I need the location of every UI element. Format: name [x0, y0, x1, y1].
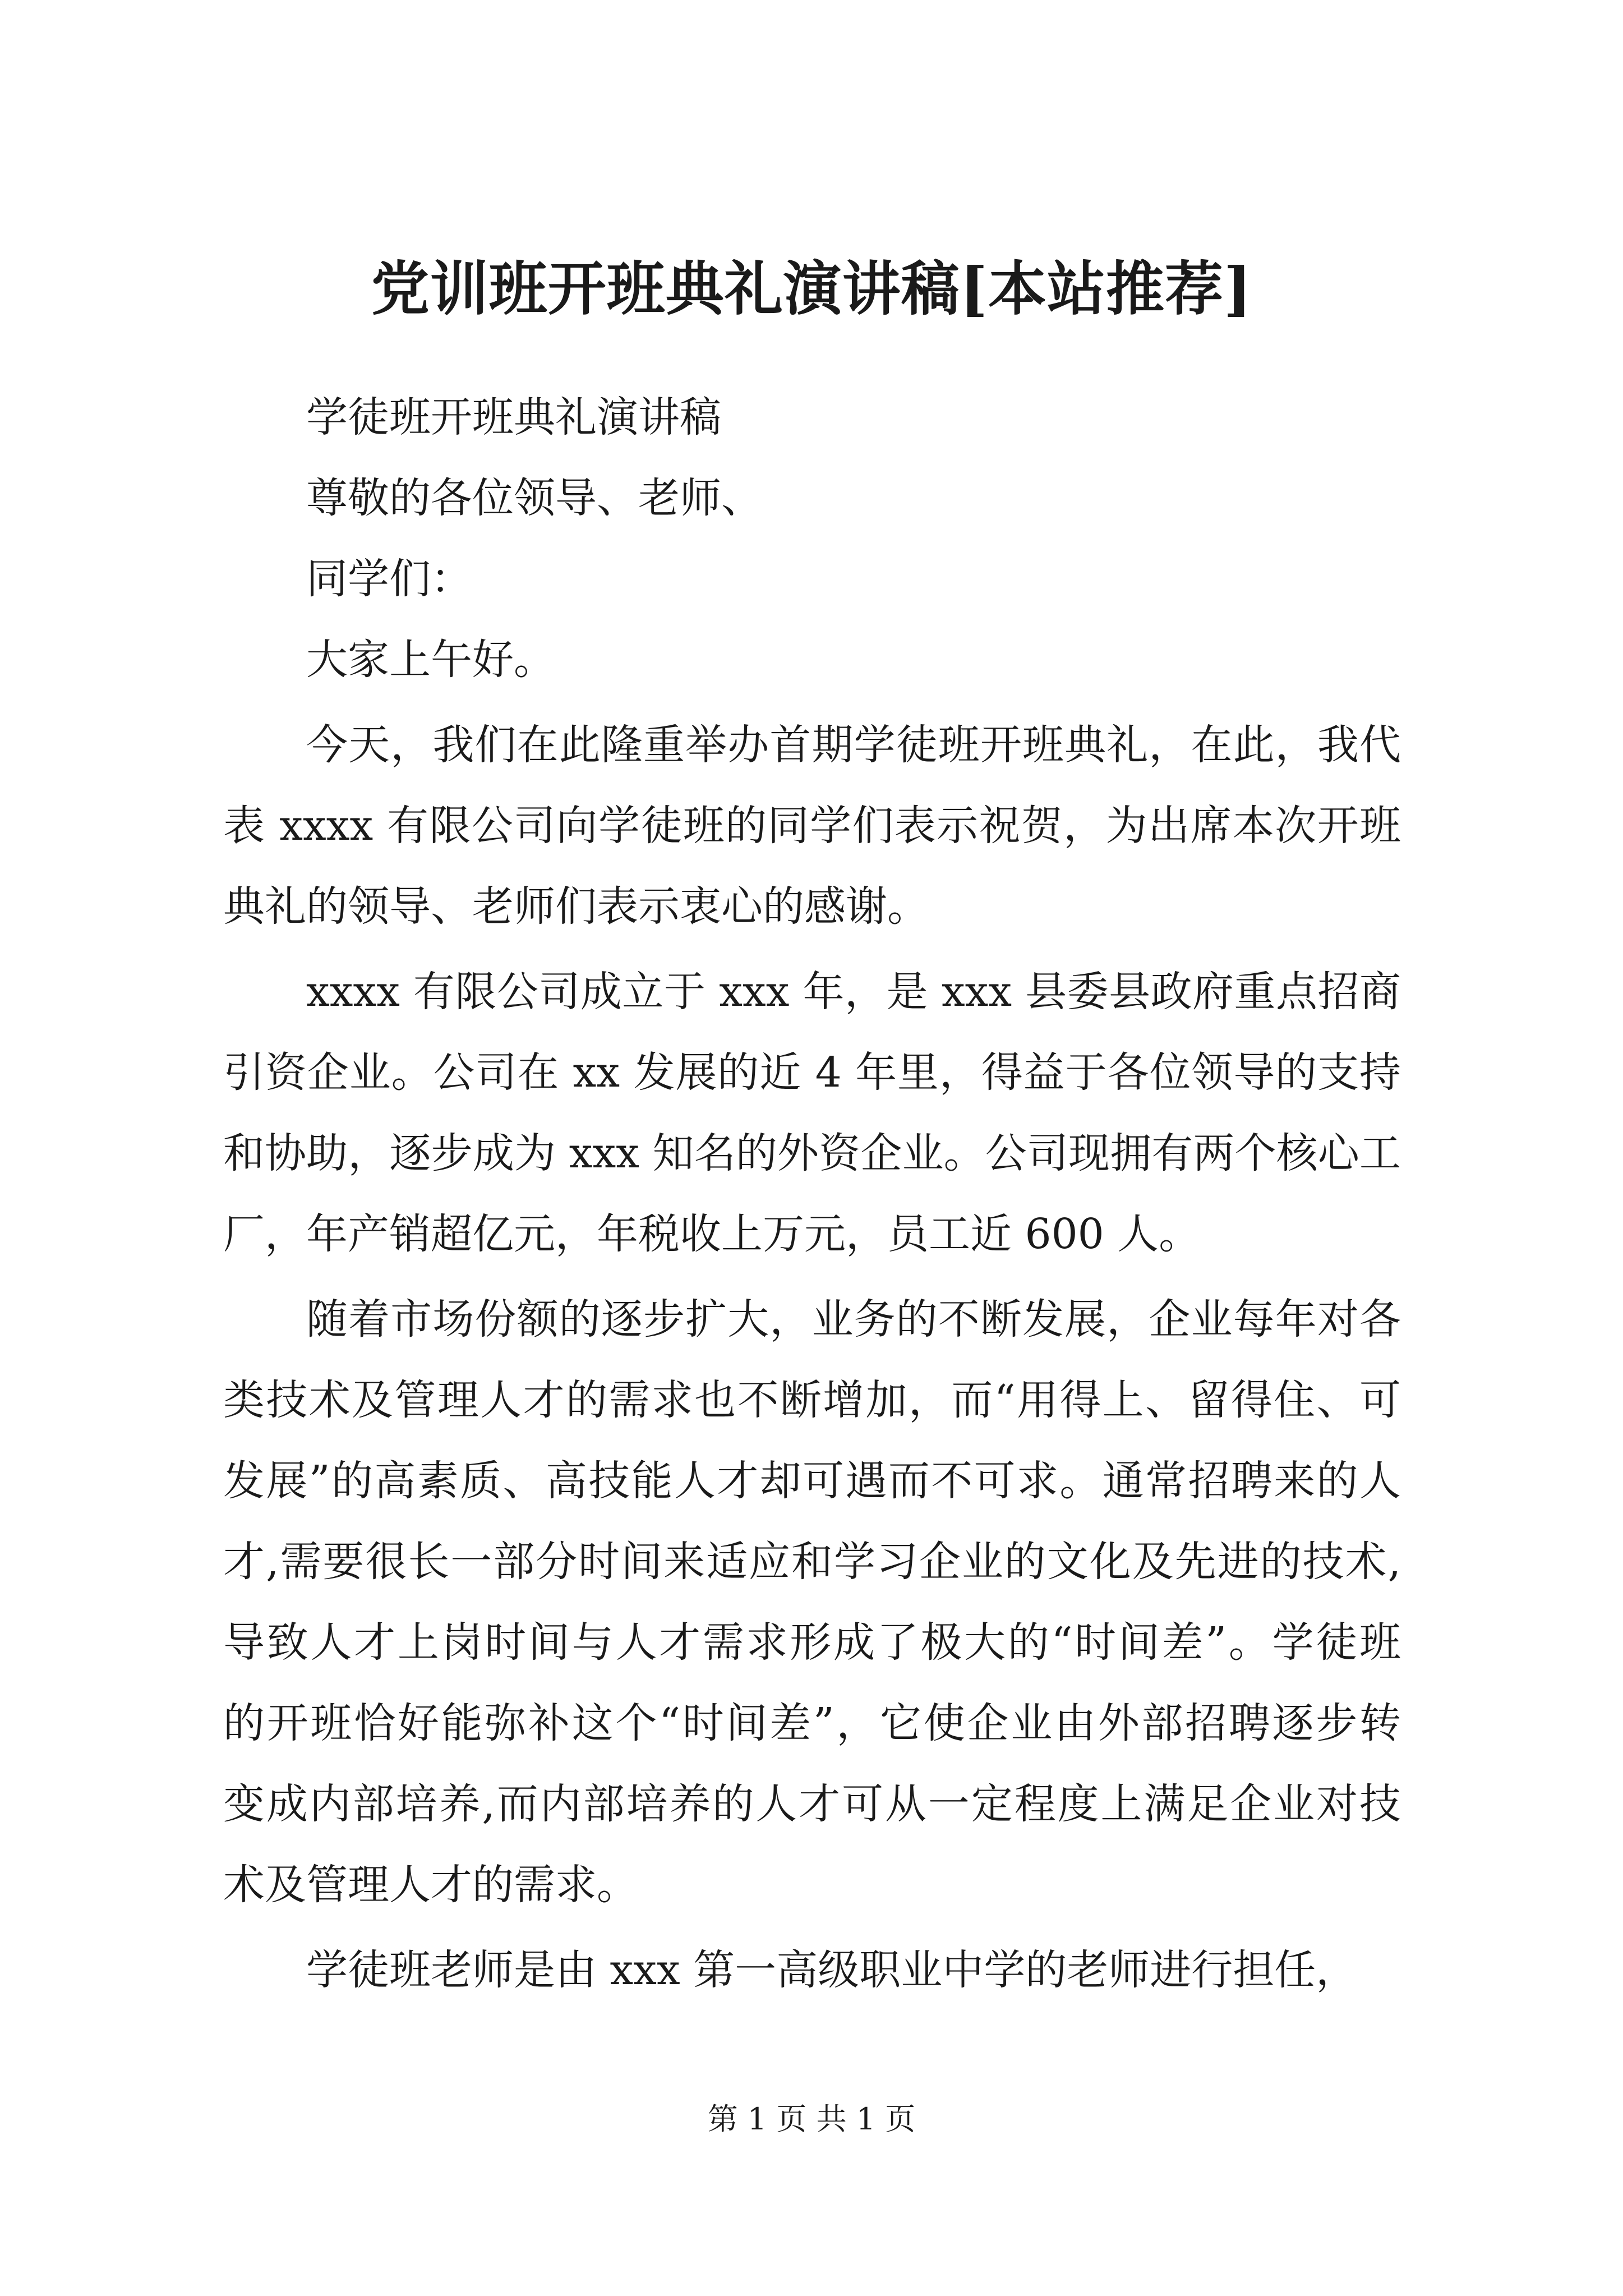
- body-line: 发展”的高素质、高技能人才却可遇而不可求。通常招聘来的人: [223, 1457, 1401, 1505]
- body-line: 和协助，逐步成为 xxx 知名的外资企业。公司现拥有两个核心工: [223, 1129, 1401, 1177]
- body-line: 典礼的领导、老师们表示衷心的感谢。: [223, 882, 929, 931]
- body-line: 引资企业。公司在 xx 发展的近 4 年里，得益于各位领导的支持: [223, 1048, 1401, 1097]
- body-line: 变成内部培养,而内部培养的人才可从一定程度上满足企业对技: [223, 1780, 1401, 1828]
- body-line: 的开班恰好能弥补这个“时间差”，它使企业由外部招聘逐步转: [223, 1699, 1401, 1747]
- body-line: 表 xxxx 有限公司向学徒班的同学们表示祝贺，为出席本次开班: [223, 802, 1401, 850]
- document-body: [223, 377, 1401, 2010]
- body-line: 今天，我们在此隆重举办首期学徒班开班典礼，在此，我代: [306, 721, 1401, 769]
- body-line: 类技术及管理人才的需求也不断增加，而“用得上、留得住、可: [223, 1376, 1401, 1424]
- body-line: 随着市场份额的逐步扩大，业务的不断发展，企业每年对各: [306, 1295, 1401, 1343]
- body-line: 尊敬的各位领导、老师、: [306, 474, 763, 522]
- body-line: xxxx 有限公司成立于 xxx 年，是 xxx 县委县政府重点招商: [306, 968, 1401, 1016]
- body-line: 同学们：: [306, 555, 472, 603]
- document-title: 党训班开班典礼演讲稿[本站推荐]: [371, 254, 1252, 323]
- body-line: 才,需要很长一部分时间来适应和学习企业的文化及先进的技术,: [223, 1538, 1401, 1586]
- body-line: 厂，年产销超亿元，年税收上万元，员工近 600 人。: [223, 1210, 1201, 1258]
- body-line: 学徒班老师是由 xxx 第一高级职业中学的老师进行担任，: [306, 1946, 1358, 1994]
- body-line: 导致人才上岗时间与人才需求形成了极大的“时间差”。学徒班: [223, 1618, 1401, 1667]
- body-line: 学徒班开班典礼演讲稿: [306, 393, 721, 441]
- page-footer: 第 1 页 共 1 页: [707, 2101, 916, 2137]
- body-line: 术及管理人才的需求。: [223, 1861, 638, 1909]
- body-line: 大家上午好。: [306, 636, 555, 684]
